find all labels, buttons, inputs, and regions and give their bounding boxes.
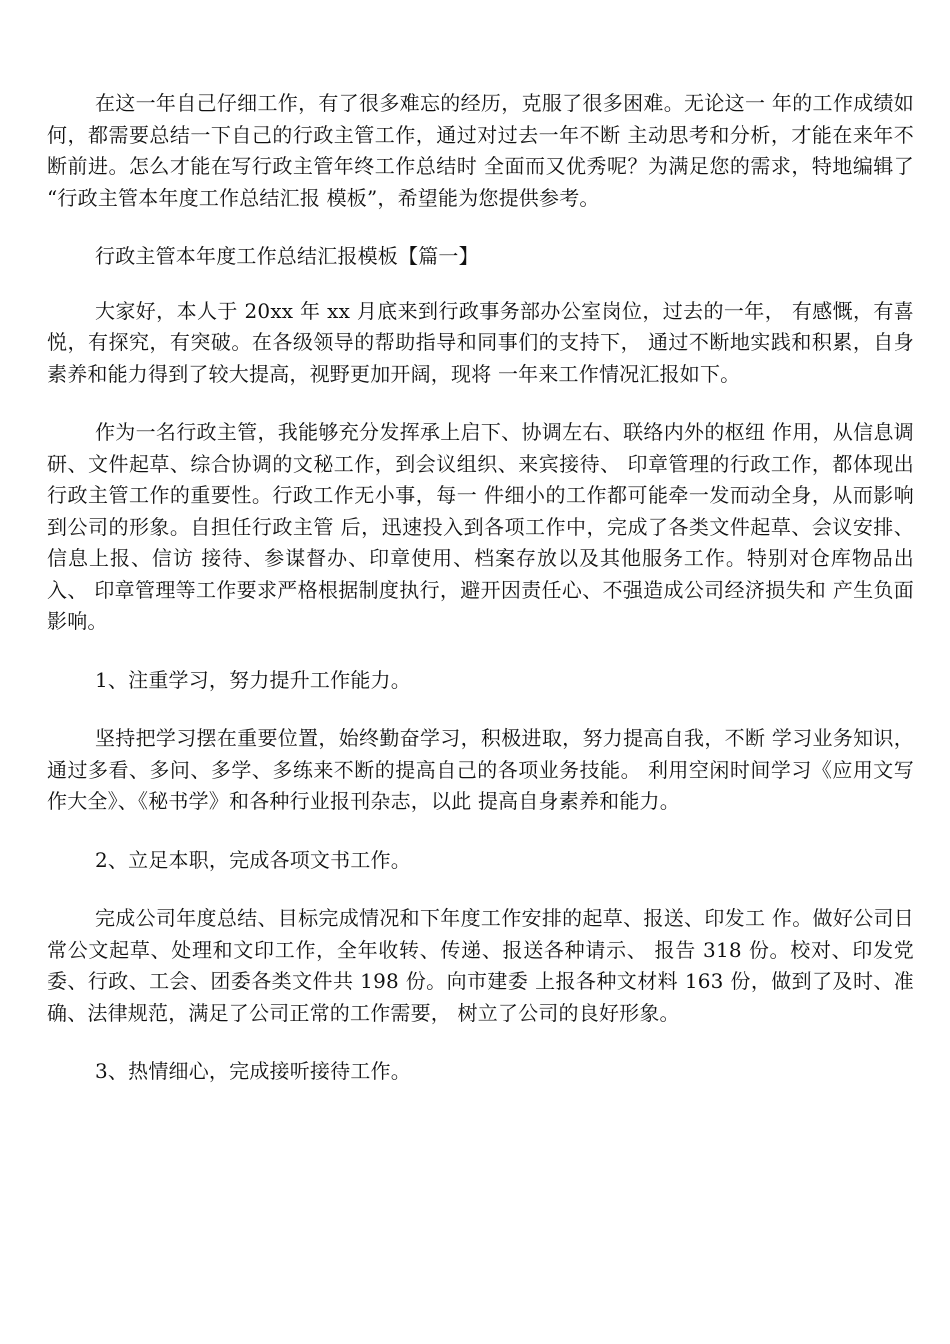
heading-documents: 2、立足本职，完成各项文书工作。 xyxy=(95,847,411,872)
paragraph-documents: 完成公司年度总结、目标完成情况和下年度工作安排的起草、报送、印发工 作。做好公司日常公文起草、处理和文印工作，全年收转、传递、报送各种请示、 报告 318 份。校对、印发党委、行政、工会、团委各类文件共 198 份。向市建委 上报各种文材料 163 份，做到了及时、准确、法律规范，满足了公司正常的工作需要， 树立了公司的良好形象。 xyxy=(47,906,914,1025)
heading-reception: 3、热情细心，完成接听接待工作。 xyxy=(95,1059,411,1083)
paragraph-role-description: 作为一名行政主管，我能够充分发挥承上启下、协调左右、联络内外的枢纽 作用，从信息调研、文件起草、综合协调的文秘工作，到会议组织、来宾接待、 印章管理的行政工作，都体现出行政主管工作的重要性。行政工作无小事，每一 件细小的工作都可能牵一发而动全身，从而影响到公司的形象。自担任行政主管 后，迅速投入到各项工作中，完成了各类文件起草、会议安排、信息上报、信访 接待、参谋督办、印章使用、档案存放以及其他服务工作。特别对仓库物品出入、 印章管理等工作要求严格根据制度执行，避开因责任心、不强造成公司经济损失和 产生负面影响。 xyxy=(47,420,914,633)
paragraph-opening: 大家好，本人于 20xx 年 xx 月底来到行政事务部办公室岗位，过去的一年， 有感慨，有喜悦，有探究，有突破。在各级领导的帮助指导和同事们的支持下， 通过不断地实践和积累，自身素养和能力得到了较大提高，视野更加开阔，现将 一年来工作情况汇报如下。 xyxy=(47,298,914,386)
paragraph-study: 坚持把学习摆在重要位置，始终勤奋学习，积极进取，努力提高自我，不断 学习业务知识，通过多看、多问、多学、多练来不断的提高自己的各项业务技能。 利用空闲时间学习《应用文写作大全》、《秘书学》和各种行业报刊杂志，以此 提高自身素养和能力。 xyxy=(47,726,914,813)
intro-paragraph: 在这一年自己仔细工作，有了很多难忘的经历，克服了很多困难。无论这一 年的工作成绩如何，都需要总结一下自己的行政主管工作，通过对过去一年不断 主动思考和分析，才能在来年不断前进。怎么才能在写行政主管年终工作总结时 全面而又优秀呢？为满足您的需求，特地编辑了 “行政主管本年度工作总结汇报 模板”，希望能为您提供参考。 xyxy=(47,91,914,210)
document-page xyxy=(47,88,914,1088)
section-title: 行政主管本年度工作总结汇报模板【篇一】 xyxy=(95,244,479,268)
heading-study: 1、注重学习，努力提升工作能力。 xyxy=(95,667,411,692)
